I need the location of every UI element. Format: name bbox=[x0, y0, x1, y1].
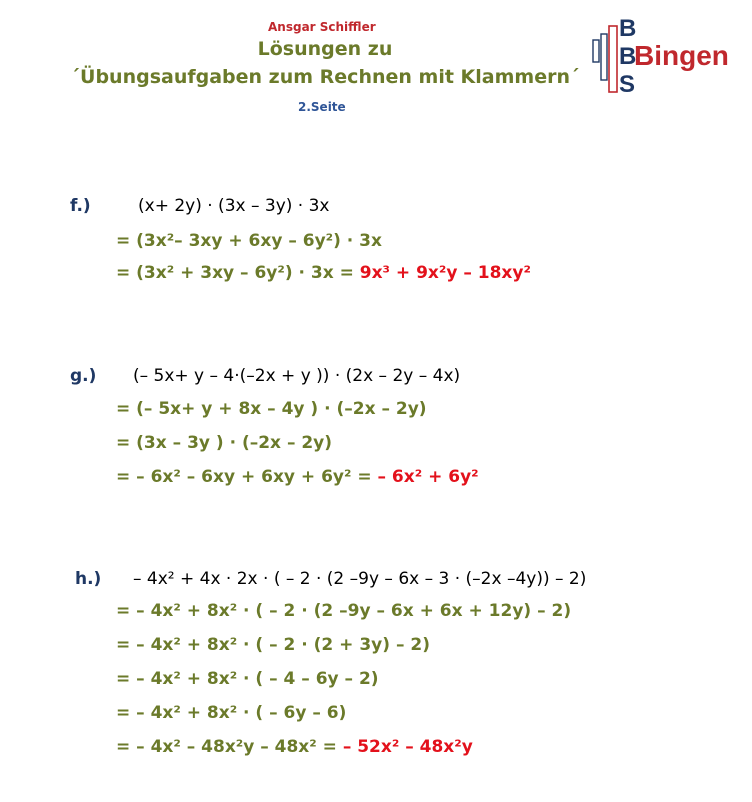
svg-text:B: B bbox=[619, 15, 637, 42]
svg-text:B: B bbox=[619, 43, 637, 70]
problem-h-step-1: = – 4x² + 8x² · ( – 2 · (2 –9y – 6x + 6x + 12y) – 2) bbox=[116, 601, 572, 621]
problem-g-expression: (– 5x+ y – 4·(–2x + y )) · (2x – 2y – 4x) bbox=[133, 366, 461, 386]
problem-g-step-3: = – 6x² – 6xy + 6xy + 6y² = – 6x² + 6y² bbox=[116, 467, 479, 487]
bbs-bingen-logo bbox=[587, 14, 727, 96]
problem-g-step-1: = (– 5x+ y + 8x – 4y ) · (–2x – 2y) bbox=[116, 399, 427, 419]
problem-h-step-3: = – 4x² + 8x² · ( – 4 – 6y – 2) bbox=[116, 669, 379, 689]
svg-text:S: S bbox=[619, 71, 636, 96]
problem-h-step-4: = – 4x² + 8x² · ( – 6y – 6) bbox=[116, 703, 347, 723]
problem-f-step-1: = (3x²– 3xy + 6xy – 6y²) · 3x bbox=[116, 231, 382, 251]
author-name: Ansgar Schiffler bbox=[268, 20, 376, 34]
problem-f-expression: (x+ 2y) · (3x – 3y) · 3x bbox=[138, 196, 330, 216]
problem-h-step-5: = – 4x² – 48x²y – 48x² = – 52x² – 48x²y bbox=[116, 737, 473, 757]
page-label: 2.Seite bbox=[298, 100, 346, 114]
title-line-1: Lösungen zu bbox=[257, 38, 393, 60]
problem-h-step-2: = – 4x² + 8x² · ( – 2 · (2 + 3y) – 2) bbox=[116, 635, 430, 655]
problem-g-result: – 6x² + 6y² bbox=[377, 467, 479, 487]
title-line-2: ´Übungsaufgaben zum Rechnen mit Klammern´ bbox=[70, 66, 580, 88]
problem-f-result: 9x³ + 9x²y – 18xy² bbox=[359, 263, 531, 283]
problem-h-label: h.) bbox=[75, 569, 102, 589]
logo-text: Bingen bbox=[634, 40, 729, 71]
problem-g-step-2: = (3x – 3y ) · (–2x – 2y) bbox=[116, 433, 333, 453]
problem-f-step-2: = (3x² + 3xy – 6y²) · 3x = 9x³ + 9x²y – 18xy² bbox=[116, 263, 531, 283]
problem-h-result: – 52x² – 48x²y bbox=[342, 737, 473, 757]
problem-g-label: g.) bbox=[70, 366, 97, 386]
problem-h-expression: – 4x² + 4x · 2x · ( – 2 · (2 –9y – 6x – 3 · (–2x –4y)) – 2) bbox=[133, 569, 587, 589]
problem-f-label: f.) bbox=[70, 196, 91, 216]
